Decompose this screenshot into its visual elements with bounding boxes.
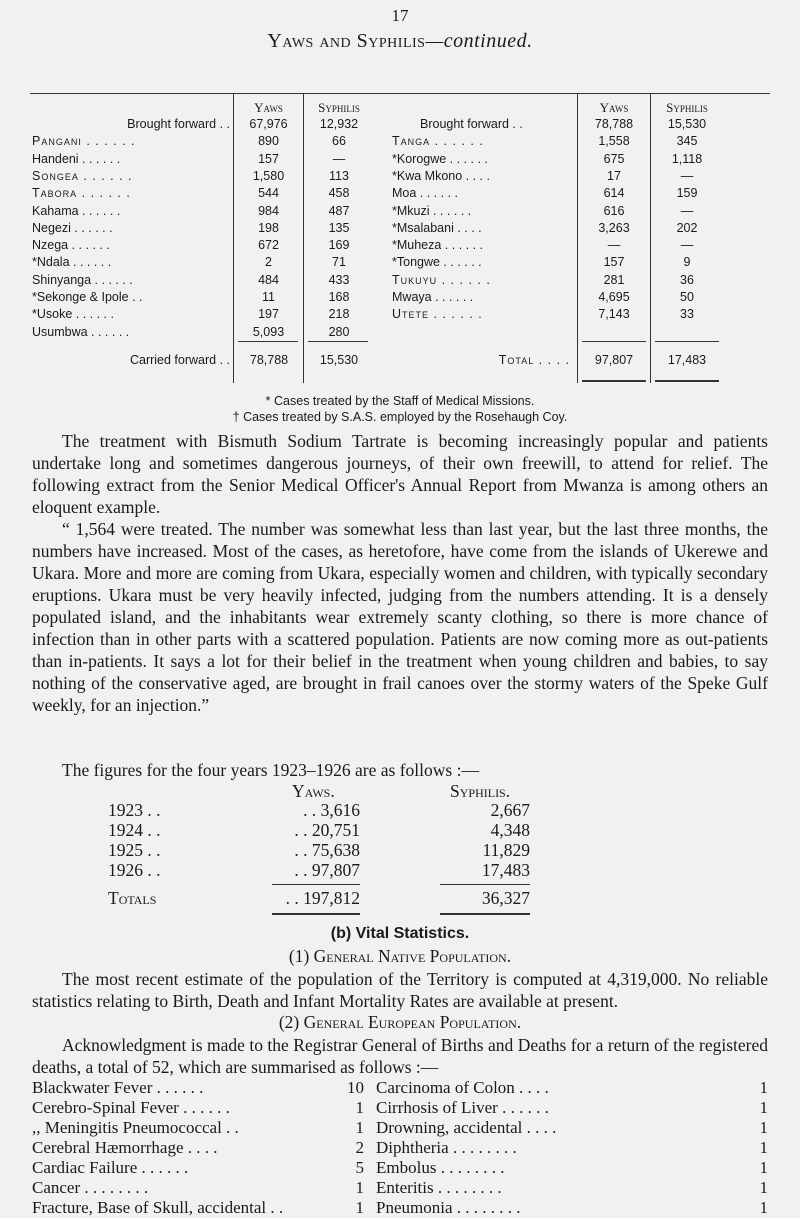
cause-right-count: 1 xyxy=(759,1178,768,1197)
year-yaws: . . 75,638 xyxy=(294,840,360,860)
left-row-label: Brought forward . . xyxy=(127,117,230,131)
cause-right-count: 1 xyxy=(759,1098,768,1117)
right-row-label: Mwaya . . . . . . xyxy=(392,290,474,304)
left-row-label: Usumbwa . . . . . . xyxy=(32,324,130,339)
table-top-rule xyxy=(30,93,770,94)
page-heading xyxy=(0,30,800,53)
footnote-sas: † Cases treated by S.A.S. employed by the Rosehaugh Coy. xyxy=(232,410,568,424)
left-row-yaws: 198 xyxy=(258,220,279,235)
cause-right-name: Drowning, accidental . . . . xyxy=(376,1118,557,1137)
cause-left-count: 10 xyxy=(347,1078,364,1097)
years-col-syphilis: Syphilis. xyxy=(450,781,511,801)
right-row-label: *Kwa Mkono . . . . xyxy=(392,168,490,183)
left-row-syphilis: 280 xyxy=(328,324,350,339)
left-row-label: *Usoke . . . . . . xyxy=(32,307,114,322)
left-row-syphilis: 168 xyxy=(328,290,350,304)
cause-right-name: Enteritis . . . . . . . . xyxy=(376,1178,502,1197)
cause-left-name: Blackwater Fever . . . . . . xyxy=(32,1078,204,1097)
years-total-yaws: . . 197,812 xyxy=(285,888,360,908)
right-row-label: *Msalabani . . . . xyxy=(392,220,482,235)
cause-right-name: Diphtheria . . . . . . . . xyxy=(376,1138,517,1157)
right-row-yaws: 1,558 xyxy=(598,134,630,149)
cause-left-count: 2 xyxy=(355,1138,364,1157)
right-row-syphilis: 202 xyxy=(676,220,698,235)
right-syph-total-rule xyxy=(655,341,719,342)
right-row-syphilis: — xyxy=(680,203,694,218)
right-row-label: Brought forward . . xyxy=(420,117,523,131)
right-row-syphilis: — xyxy=(680,168,694,183)
left-row-syphilis: 71 xyxy=(332,255,346,270)
cause-left-count: 1 xyxy=(355,1198,364,1217)
right-row-syphilis: 345 xyxy=(676,134,698,149)
right-row-label: Moa . . . . . . xyxy=(392,186,458,201)
right-row-label: *Muheza . . . . . . xyxy=(392,238,484,253)
year-label: 1924 . . xyxy=(108,820,161,840)
left-row-syphilis: 169 xyxy=(328,238,350,253)
right-row-yaws: 675 xyxy=(603,151,625,166)
cause-left-name: Cerebro-Spinal Fever . . . . . . xyxy=(32,1098,230,1117)
right-row-label: *Mkuzi . . . . . . xyxy=(392,203,472,218)
cause-left-name: Cardiac Failure . . . . . . xyxy=(32,1158,189,1177)
left-total-label: Carried forward . . xyxy=(129,353,230,367)
left-row-syphilis: 433 xyxy=(328,272,350,287)
left-row-syphilis: 487 xyxy=(328,203,350,218)
cause-right-name: Embolus . . . . . . . . xyxy=(376,1158,505,1177)
left-row-yaws: 544 xyxy=(258,186,279,201)
cause-right-name: Pneumonia . . . . . . . . xyxy=(376,1198,521,1217)
years-yaws-rule xyxy=(272,884,360,885)
left-row-syphilis: 218 xyxy=(328,307,350,322)
left-row-label: Kahama . . . . . . xyxy=(32,203,121,218)
left-syphilis-header: Syphilis xyxy=(318,100,360,115)
left-syph-total-rule xyxy=(308,341,368,342)
right-row-label: Utete . . . . . . xyxy=(392,307,483,322)
paragraph-quote-text: “ 1,564 were treated. The number was somewhat less than last year, but the last three months, the numbers have increased. Most of the cases, as heretofore, have come from the islands of Ukerewe and Ukara. More and more are coming from Ukara, especially women and children, with typically secondary eruptions. Ukara must be very heavily infected, judging from the numbers attending. It is a densely populated island, and the inhabitants wear extremely scanty clothing, so there is more chance of infection than in other parts with a scattered population. Patients are now coming more as out-patients than in-patients. It says a lot for their belief in the treatment when young children and babies, to say nothing of the conservative aged, are brought in frail canoes over the stormy waters of the Speke Gulf weekly, for an injection.” xyxy=(32,519,768,715)
section-native-population: (1) General Native Population. xyxy=(288,946,512,966)
left-total-syphilis: 15,530 xyxy=(319,353,359,367)
left-row-label: *Sekonge & Ipole . . xyxy=(32,290,143,304)
right-row-yaws: — xyxy=(607,238,621,253)
paragraph-bismuth-text: The treatment with Bismuth Sodium Tartrate is becoming increasingly popular and patients undertake long and sometimes dangerous journeys, of their own freewill, to attend for relief. The following extract from the Senior Medical Officer's Annual Report from Mwanza is among others an eloquent example. xyxy=(32,431,768,517)
cause-left-name: Cancer . . . . . . . . xyxy=(32,1178,149,1197)
left-row-syphilis: 66 xyxy=(332,134,346,149)
right-yaws-total-rule xyxy=(582,341,646,342)
cause-right-count: 1 xyxy=(759,1158,768,1177)
year-syphilis: 17,483 xyxy=(481,860,530,880)
right-row-syphilis: 36 xyxy=(680,272,694,287)
years-syph-rule xyxy=(440,884,530,885)
left-row-label: Pangani . . . . . . xyxy=(32,134,136,149)
right-row-yaws: 4,695 xyxy=(598,290,630,304)
section-vital-statistics: (b) Vital Statistics. xyxy=(330,925,470,942)
left-row-yaws: 890 xyxy=(258,134,279,149)
left-row-yaws: 11 xyxy=(262,290,275,304)
left-row-yaws: 2 xyxy=(265,255,272,270)
left-row-yaws: 5,093 xyxy=(252,324,285,339)
cause-right-name: Carcinoma of Colon . . . . xyxy=(376,1078,549,1097)
right-syph-double-rule xyxy=(655,380,719,382)
right-row-syphilis: — xyxy=(680,238,694,253)
right-row-yaws: 3,263 xyxy=(598,220,630,235)
left-row-yaws: 484 xyxy=(258,272,279,287)
left-row-syphilis: 12,932 xyxy=(319,117,359,131)
right-row-label: *Korogwe . . . . . . xyxy=(392,151,488,166)
cause-left-name: Cerebral Hæmorrhage . . . . xyxy=(32,1138,218,1157)
right-row-label: Tukuyu . . . . . . xyxy=(392,272,491,287)
left-row-label: Tabora . . . . . . xyxy=(32,186,131,201)
left-total-yaws: 78,788 xyxy=(249,353,289,367)
right-row-syphilis: 9 xyxy=(683,255,691,270)
right-row-yaws: 7,143 xyxy=(598,307,630,322)
footnote-missions: * Cases treated by the Staff of Medical Missions. xyxy=(265,394,535,408)
left-row-syphilis: 458 xyxy=(328,186,350,201)
years-total-label: Totals xyxy=(108,888,157,908)
paragraph-quote xyxy=(32,518,768,716)
paragraph-population xyxy=(32,968,768,1012)
year-label: 1923 . . xyxy=(108,800,161,820)
right-row-yaws: 616 xyxy=(603,203,625,218)
cause-left-count: 5 xyxy=(355,1158,364,1177)
cause-right-count: 1 xyxy=(759,1138,768,1157)
left-row-yaws: 67,976 xyxy=(249,117,288,131)
cause-right-count: 1 xyxy=(759,1198,768,1217)
year-syphilis: 2,667 xyxy=(490,800,530,820)
year-syphilis: 4,348 xyxy=(490,820,530,840)
paragraph-bismuth xyxy=(32,430,768,518)
right-row-yaws: 157 xyxy=(603,255,625,270)
years-intro: The figures for the four years 1923–1926 are as follows :— xyxy=(62,760,479,780)
cause-left-count: 1 xyxy=(355,1118,364,1137)
cause-left-count: 1 xyxy=(355,1098,364,1117)
year-yaws: . . 20,751 xyxy=(294,820,360,840)
right-row-syphilis: 15,530 xyxy=(667,117,707,131)
left-row-label: Shinyanga . . . . . . xyxy=(32,272,133,287)
right-row-syphilis: 1,118 xyxy=(671,151,703,166)
right-row-syphilis: 33 xyxy=(680,307,694,322)
cause-left-count: 1 xyxy=(355,1178,364,1197)
cause-left-name: ,, Meningitis Pneumococcal . . xyxy=(32,1118,239,1137)
right-row-label: Tanga . . . . . . xyxy=(392,134,484,149)
year-yaws: . . 97,807 xyxy=(294,860,360,880)
right-row-yaws: 78,788 xyxy=(594,117,634,131)
cause-right-name: Cirrhosis of Liver . . . . . . xyxy=(376,1098,549,1117)
year-syphilis: 11,829 xyxy=(482,840,530,860)
year-label: 1925 . . xyxy=(108,840,161,860)
right-syphilis-header: Syphilis xyxy=(666,100,708,115)
right-total-label: Total . . . . xyxy=(498,353,570,367)
paragraph-registrar-text: Acknowledgment is made to the Registrar General of Births and Deaths for a return of the registered deaths, a total of 52, which are summarised as follows :— xyxy=(32,1035,768,1077)
left-row-yaws: 197 xyxy=(258,307,279,322)
paragraph-registrar xyxy=(32,1034,768,1078)
right-total-syphilis: 17,483 xyxy=(667,353,707,367)
right-total-yaws: 97,807 xyxy=(594,353,634,367)
left-row-yaws: 1,580 xyxy=(252,168,285,183)
year-label: 1926 . . xyxy=(108,860,161,880)
years-col-yaws: Yaws. xyxy=(292,781,335,801)
right-row-yaws: 17 xyxy=(607,168,621,183)
left-row-yaws: 672 xyxy=(258,238,279,253)
left-row-syphilis: 135 xyxy=(328,220,350,235)
right-row-label: *Tongwe . . . . . . xyxy=(392,255,482,270)
heading-continued: —continued. xyxy=(425,30,533,52)
right-row-yaws: 281 xyxy=(603,272,625,287)
heading-title: Yaws and Syphilis xyxy=(267,30,426,52)
left-row-label: Handeni . . . . . . xyxy=(32,151,121,166)
left-row-label: Nzega . . . . . . xyxy=(32,238,110,253)
left-row-yaws: 984 xyxy=(258,203,279,218)
left-yaws-header: Yaws xyxy=(254,100,283,115)
cause-right-count: 1 xyxy=(759,1118,768,1137)
left-row-syphilis: — xyxy=(332,151,346,166)
left-row-label: Negezi . . . . . . xyxy=(32,220,113,235)
cause-left-name: Fracture, Base of Skull, accidental . . xyxy=(32,1198,284,1217)
left-row-label: Songea . . . . . . xyxy=(32,168,133,183)
left-row-syphilis: 113 xyxy=(329,168,349,183)
right-row-yaws: 614 xyxy=(603,186,625,201)
years-syph-double-rule xyxy=(440,913,530,915)
page-number: 17 xyxy=(391,6,409,25)
right-yaws-header: Yaws xyxy=(599,100,629,115)
left-yaws-total-rule xyxy=(238,341,298,342)
cause-right-count: 1 xyxy=(759,1078,768,1097)
years-total-syphilis: 36,327 xyxy=(481,888,530,908)
right-row-syphilis: 159 xyxy=(676,186,698,201)
paragraph-population-text: The most recent estimate of the population of the Territory is computed at 4,319,000. No reliable statistics relating to Birth, Death and Infant Mortality Rates are available at present. xyxy=(32,969,768,1011)
right-yaws-double-rule xyxy=(582,380,646,382)
left-row-yaws: 157 xyxy=(258,151,279,166)
year-yaws: . . 3,616 xyxy=(303,800,360,820)
left-row-label: *Ndala . . . . . . xyxy=(32,255,112,270)
right-row-syphilis: 50 xyxy=(680,290,694,304)
years-yaws-double-rule xyxy=(272,913,360,915)
section-european-population: (2) General European Population. xyxy=(278,1012,522,1032)
